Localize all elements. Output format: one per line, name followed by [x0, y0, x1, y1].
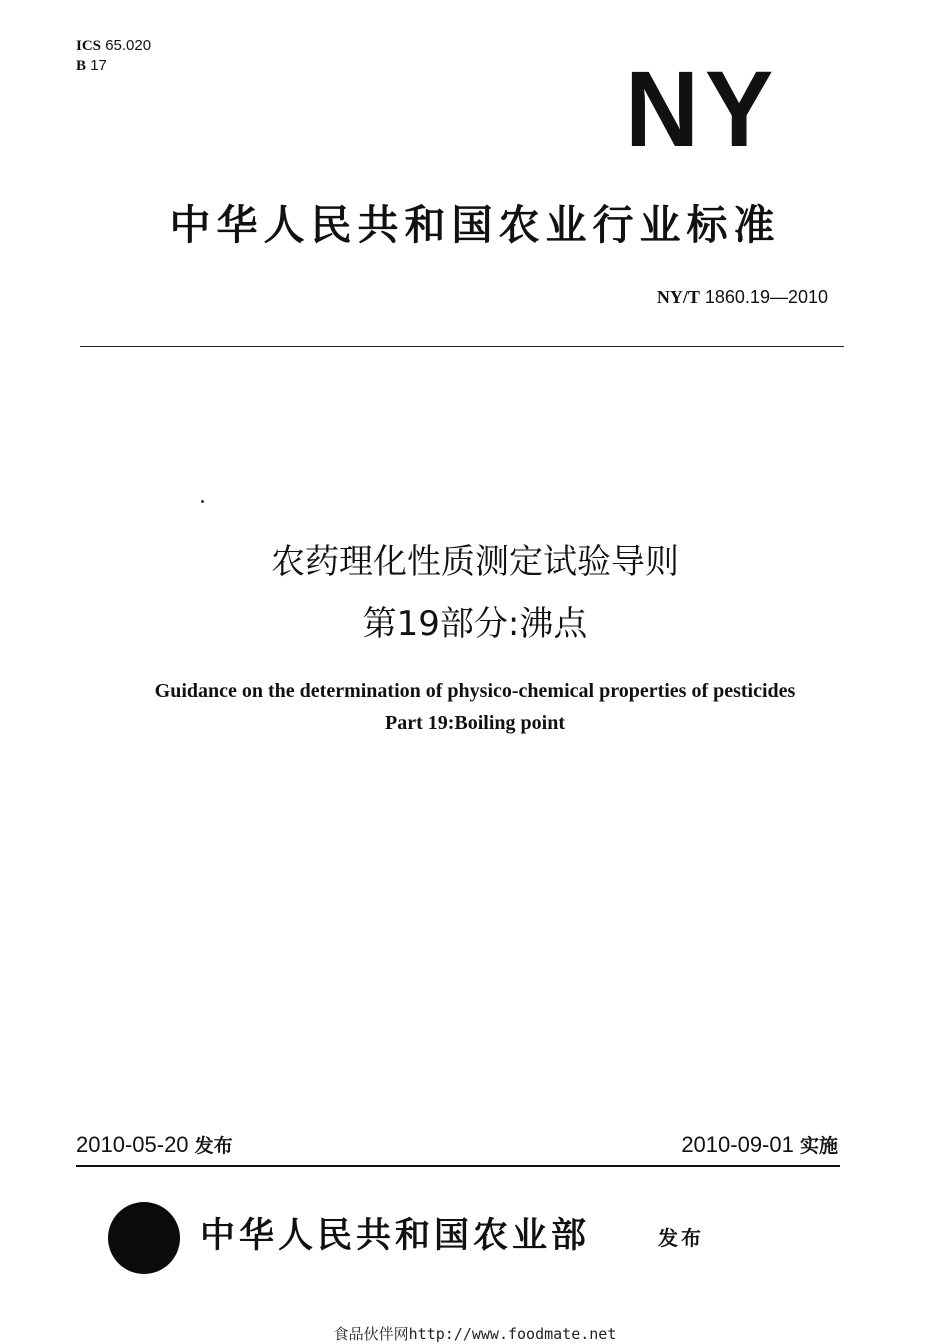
issuer-name: 中华人民共和国农业部	[200, 1215, 591, 1256]
footer-site-name: 食品伙伴网	[333, 1325, 409, 1343]
class-prefix: B	[76, 58, 87, 74]
watermark-footer	[0, 1323, 950, 1344]
standard-number-prefix: NY/T	[656, 287, 700, 307]
standard-number	[657, 287, 828, 308]
en-title-line2: Part 19:Boiling point	[384, 712, 565, 734]
ny-logo: NY	[625, 48, 779, 169]
standard-category-title: 中华人民共和国农业行业标准	[169, 201, 781, 249]
cn-title-line1: 农药理化性质测定试验导则	[271, 542, 679, 582]
ics-prefix: ICS	[76, 38, 102, 54]
footer-divider	[76, 1165, 840, 1167]
implementation-date-label: 实施	[799, 1135, 838, 1157]
implementation-date	[681, 1131, 838, 1158]
issue-date-value: 2010-05-20	[76, 1132, 189, 1157]
class-code: 17	[90, 57, 107, 74]
ics-classification	[76, 36, 151, 76]
issue-date-label: 发布	[194, 1135, 233, 1157]
en-title-line1: Guidance on the determination of physico-chemical properties of pesticides	[154, 680, 796, 702]
stray-dot	[201, 500, 204, 503]
implementation-date-value: 2010-09-01	[681, 1132, 794, 1157]
standard-number-value: 1860.19—2010	[704, 287, 828, 307]
national-emblem-icon	[108, 1202, 180, 1274]
ics-code: 65.020	[105, 37, 152, 54]
footer-url[interactable]: http://www.foodmate.net	[408, 1325, 617, 1343]
issue-date	[76, 1131, 233, 1158]
header-divider	[80, 346, 844, 347]
cn-title-line2: 第19部分:沸点	[362, 604, 588, 644]
issuer-label: 发布	[658, 1226, 704, 1250]
